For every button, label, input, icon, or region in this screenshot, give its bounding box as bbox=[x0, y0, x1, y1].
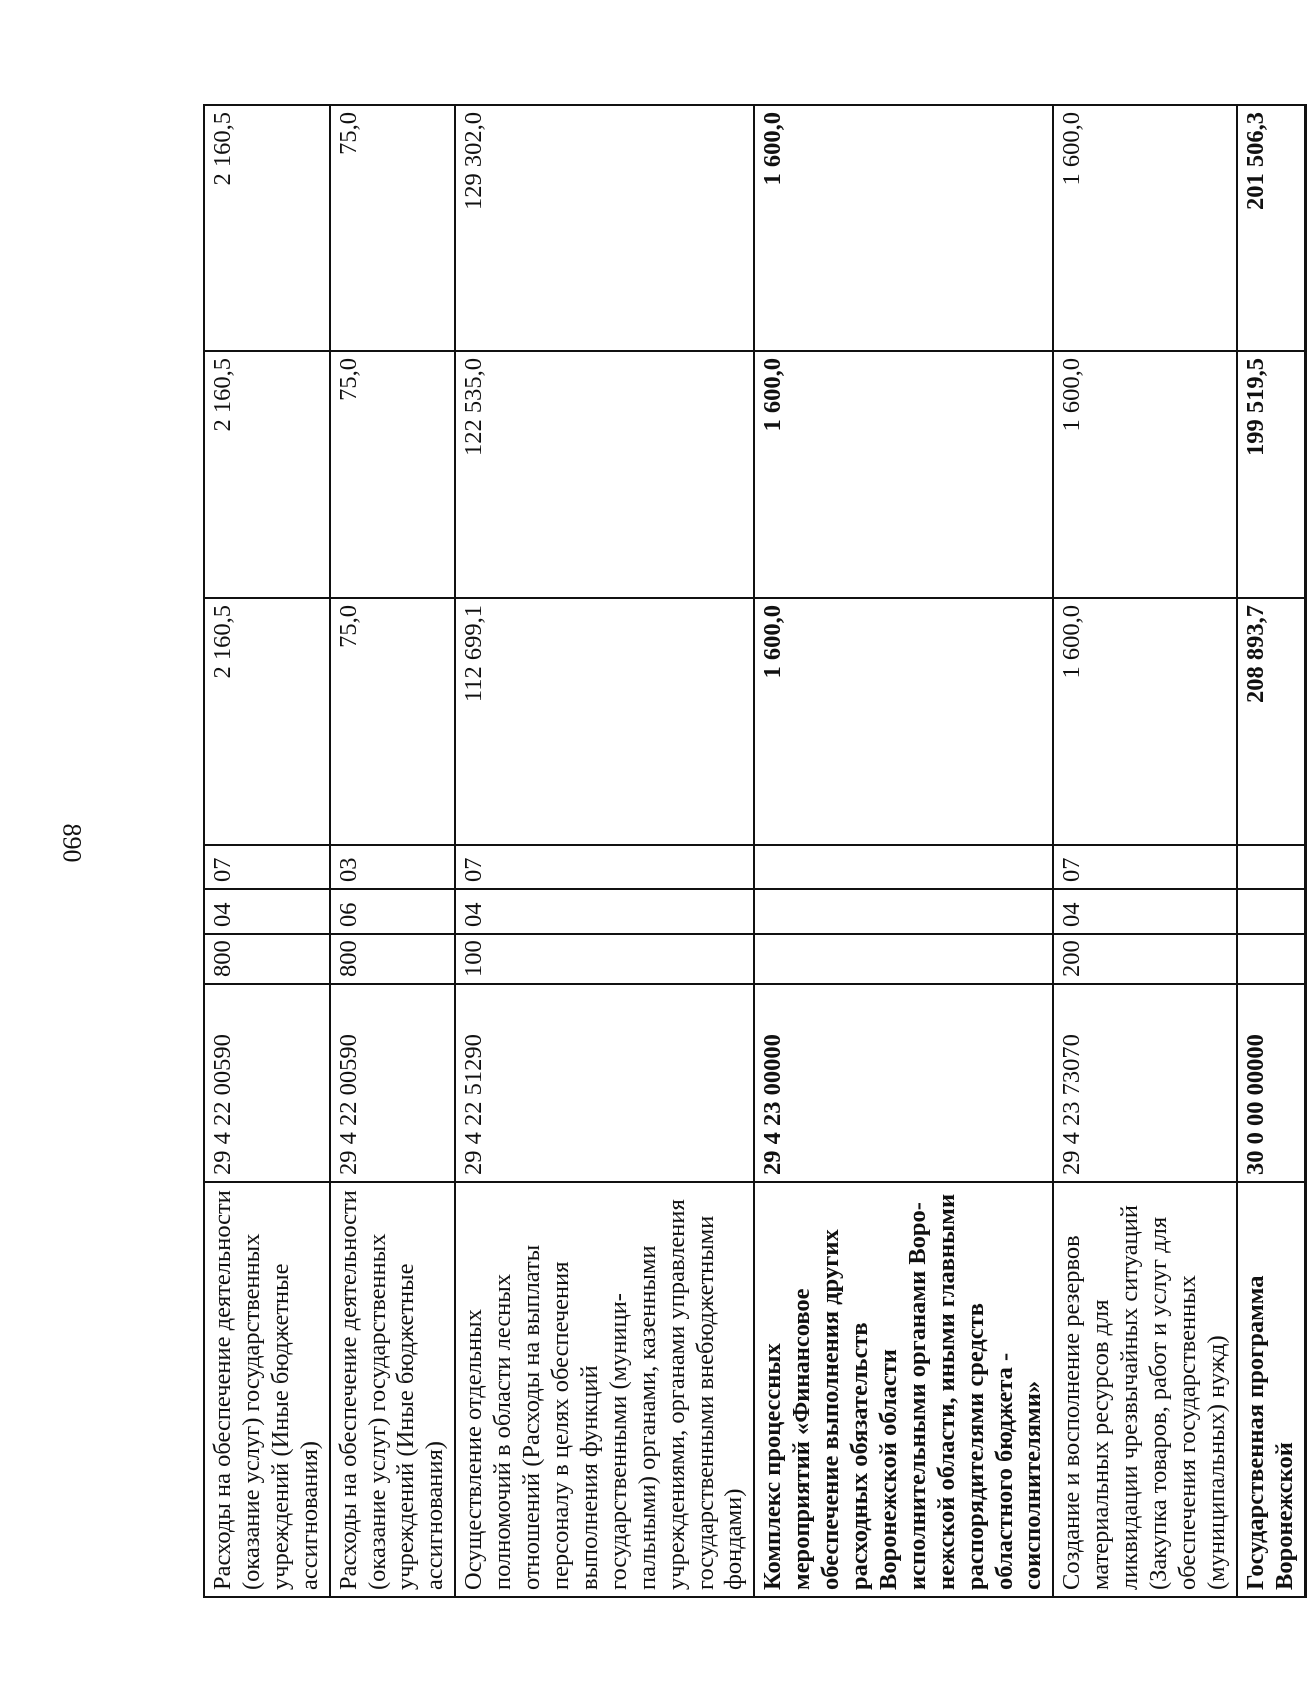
row-vr: 100 bbox=[455, 934, 754, 984]
table-row bbox=[455, 105, 754, 1597]
table-row bbox=[754, 105, 1053, 1597]
row-rz bbox=[754, 889, 1053, 934]
row-code: 29 4 22 00590 bbox=[330, 984, 456, 1182]
row-year3: 2 160,5 bbox=[204, 105, 330, 351]
row-pr bbox=[754, 845, 1053, 889]
row-rz: 06 bbox=[330, 889, 456, 934]
row-vr: 800 bbox=[330, 934, 456, 984]
row-vr bbox=[1237, 934, 1305, 984]
row-rz: 04 bbox=[204, 889, 330, 934]
table-row bbox=[1053, 105, 1236, 1597]
row-year1: 75,0 bbox=[330, 598, 456, 845]
row-year3: 1 600,0 bbox=[1053, 105, 1236, 351]
row-pr: 07 bbox=[1053, 845, 1236, 889]
row-code: 30 0 00 00000 bbox=[1237, 984, 1305, 1182]
row-year1: 208 893,7 bbox=[1237, 598, 1305, 845]
row-year1: 2 160,5 bbox=[204, 598, 330, 845]
table-row bbox=[204, 105, 330, 1597]
row-pr: 03 bbox=[330, 845, 456, 889]
row-year2: 1 600,0 bbox=[1053, 351, 1236, 598]
row-year1: 1 600,0 bbox=[754, 598, 1053, 845]
row-year3: 75,0 bbox=[330, 105, 456, 351]
row-year1: 112 699,1 bbox=[455, 598, 754, 845]
row-vr: 200 bbox=[1053, 934, 1236, 984]
page-number: 890 bbox=[57, 823, 87, 863]
table-row bbox=[330, 105, 456, 1597]
row-year1: 1 600,0 bbox=[1053, 598, 1236, 845]
row-name: Государственная программа Воронежской bbox=[1237, 1182, 1305, 1597]
budget-table bbox=[203, 104, 1307, 1598]
row-year3: 129 302,0 bbox=[455, 105, 754, 351]
row-year2: 2 160,5 bbox=[204, 351, 330, 598]
row-year3: 1 600,0 bbox=[754, 105, 1053, 351]
row-vr bbox=[754, 934, 1053, 984]
row-rz bbox=[1237, 889, 1305, 934]
row-code: 29 4 23 00000 bbox=[754, 984, 1053, 1182]
row-name: Создание и восполнение резервов материальных ресурсов для ликвидации чрезвычайных ситуаций (Закупка товаров, работ и услуг для обеспечения государственных (муниципальных) нужд) bbox=[1053, 1182, 1236, 1597]
table-row bbox=[1237, 105, 1305, 1597]
row-pr bbox=[1237, 845, 1305, 889]
row-year3: 201 506,3 bbox=[1237, 105, 1305, 351]
row-code: 29 4 22 00590 bbox=[204, 984, 330, 1182]
budget-table-rotated bbox=[203, 106, 1298, 1598]
row-code: 29 4 23 73070 bbox=[1053, 984, 1236, 1182]
row-name: Расходы на обеспечение деятельности (оказание услуг) государственных учреждений (Иные бюджетные ассигнования) bbox=[330, 1182, 456, 1597]
row-name: Расходы на обеспечение деятельности (оказание услуг) государственных учреждений (Иные бюджетные ассигнования) bbox=[204, 1182, 330, 1597]
row-vr: 800 bbox=[204, 934, 330, 984]
row-pr: 07 bbox=[204, 845, 330, 889]
row-year2: 1 600,0 bbox=[754, 351, 1053, 598]
row-code: 29 4 22 51290 bbox=[455, 984, 754, 1182]
row-year2: 122 535,0 bbox=[455, 351, 754, 598]
row-rz: 04 bbox=[455, 889, 754, 934]
row-name: Осуществление отдельных полномочий в области лесных отношений (Расходы на выплаты персоналу в целях обеспечения выполнения функций государственными (муниципальными) органами, казенными учреждениями, органами управления государственными внебюджетными фондами) bbox=[455, 1182, 754, 1597]
row-pr: 07 bbox=[455, 845, 754, 889]
row-year2: 75,0 bbox=[330, 351, 456, 598]
row-year2: 199 519,5 bbox=[1237, 351, 1305, 598]
row-rz: 04 bbox=[1053, 889, 1236, 934]
row-name: Комплекс процессных мероприятий «Финансовое обеспечение выполнения других расходных обязательств Воронежской области исполнительными органами Воронежской области, иными главными распорядителями средств областного бюджета - соисполнителями» bbox=[754, 1182, 1053, 1597]
